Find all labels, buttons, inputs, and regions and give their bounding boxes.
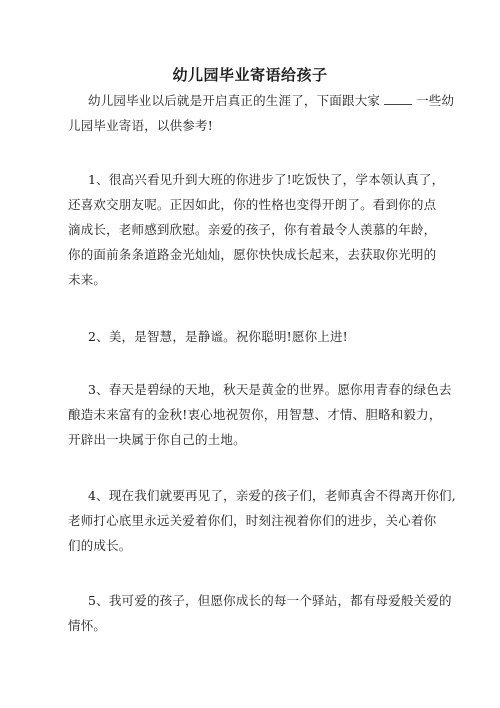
item-4-line-1: 4、现在我们就要再见了，亲爱的孩子们，老师真舍不得离开你们, bbox=[88, 488, 456, 503]
intro-line-2: 儿园毕业寄语，以供参考! bbox=[68, 118, 213, 133]
intro-line-1 bbox=[68, 88, 455, 113]
item-paragraph-5 bbox=[68, 588, 452, 638]
item-paragraph-2 bbox=[68, 324, 440, 349]
item-paragraph-1 bbox=[68, 167, 445, 292]
item-3-line-1: 3、春天是碧绿的天地，秋天是黄金的世界。愿你用青春的绿色去 bbox=[88, 382, 452, 397]
item-1-line-5: 未来。 bbox=[68, 272, 107, 287]
item-1-line-4: 你的面前条条道路金光灿灿，愿你快快成长起来，去获取你光明的 bbox=[68, 247, 437, 262]
item-2-line-1: 2、美，是智慧，是静谧。祝你聪明!愿你上进! bbox=[88, 329, 348, 344]
item-paragraph-4 bbox=[68, 483, 456, 558]
item-4-line-3: 们的成长。 bbox=[68, 538, 132, 553]
item-paragraph-3 bbox=[68, 377, 452, 452]
intro-text-after-blank: 一些幼 bbox=[416, 93, 455, 108]
item-1-line-3: 滴成长，老师感到欣慰。亲爱的孩子，你有着最令人羡慕的年龄， bbox=[68, 222, 437, 237]
fill-in-blank bbox=[384, 92, 412, 105]
item-4-line-2: 老师打心底里永远关爱着你们，时刻注视着你们的进步，关心着你 bbox=[68, 513, 437, 528]
item-1-line-1: 1、很高兴看见升到大班的你进步了!吃饭快了，学本领认真了， bbox=[88, 172, 445, 187]
item-5-line-2: 情怀。 bbox=[68, 618, 107, 633]
item-1-line-2: 还喜欢交朋友呢。正因如此，你的性格也变得开朗了。看到你的点 bbox=[68, 197, 437, 212]
item-5-line-1: 5、我可爱的孩子，但愿你成长的每一个驿站，都有母爱般关爱的 bbox=[88, 593, 452, 608]
item-3-line-2: 酿造未来富有的金秋!衷心地祝贺你，用智慧、才情、胆略和毅力， bbox=[68, 407, 442, 422]
intro-paragraph bbox=[68, 88, 455, 138]
document-title: 幼儿园毕业寄语给孩子 bbox=[172, 66, 328, 84]
item-3-line-3: 开辟出一块属于你自己的土地。 bbox=[68, 432, 246, 447]
intro-text-before-blank: 幼儿园毕业以后就是开启真正的生涯了，下面跟大家 bbox=[88, 93, 381, 108]
